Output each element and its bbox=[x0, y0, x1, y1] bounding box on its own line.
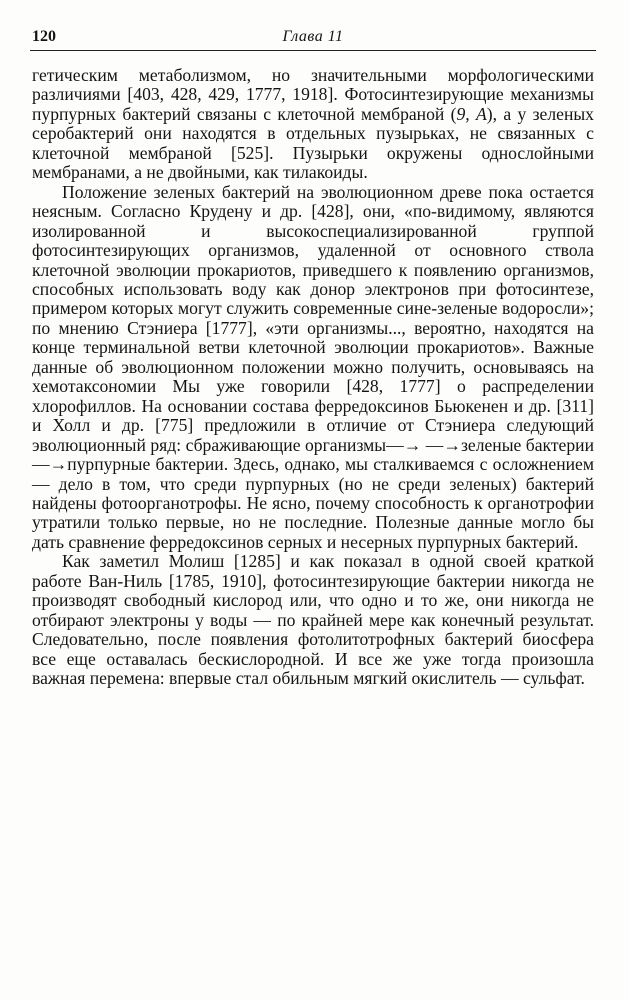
paragraph: Положение зеленых бактерий на эволюционном древе пока остается неясным. Согласно Крудену и др. [428], они, «по-видимому, являются изолированной и высокоспециализированной группой фотосинтезирующих организмов, удаленной от основного ствола клеточной эволюции прокариотов, приведшего к появлению организмов, способных использовать воду как донор электронов при фотосинтезе, примером которых могут служить современные сине-зеленые водоросли»; по мнению Стэниера [1777], «эти организмы..., вероятно, находятся на конце терминальной ветви клеточной эволюции прокариотов». Важные данные об эволюционном положении можно получить, основываясь на хемотаксономии Мы уже говорили [428, 1777] о распределении хлорофиллов. На основании состава ферредоксинов Бьюкенен и др. [311] и Холл и др. [775] предложили в отличие от Стэниера следующий эволюционный ряд: сбраживающие организмы—→ —→зеленые бактерии—→пурпурные бактерии. Здесь, однако, мы сталкиваемся с осложнением — дело в том, что среди пурпурных (но не среди зеленых) бактерий найдены фотоорганотрофы. Не ясно, почему способность к органотрофии утратили только первые, но не последние. Полезные данные могло бы дать сравнение ферредоксинов серных и несерных пурпурных бактерий. bbox=[32, 181, 594, 552]
paragraph-continuation bbox=[32, 66, 594, 183]
body-text bbox=[32, 66, 594, 689]
paragraph: Как заметил Молиш [1285] и как показал в одной своей краткой работе Ван-Ниль [1785, 1910], фотосинтезирующие бактерии никогда не производят свободный кислород или, что одно и то же, они никогда не отбирают электроны у воды — по крайней мере как конечный результат. Следовательно, после появления фотолитотрофных бактерий биосфера все еще оставалась бескислородной. И все же уже тогда произошла важная перемена: впервые стал обильным мягкий окислитель — сульфат. bbox=[32, 551, 594, 689]
figure-reference: 9, А bbox=[456, 103, 487, 124]
running-title: Глава 11 bbox=[282, 28, 344, 45]
page-number: 120 bbox=[32, 28, 56, 45]
paragraph-text: ), а у зеленых серобактерий они находятся в отдельных пузырьках, не связанных с клеточной мембраной [525]. Пузырьки окружены однослойными мембранами, а не двойными, как тилакоиды. bbox=[32, 103, 594, 183]
page-header bbox=[30, 26, 596, 50]
paragraph-text: гетическим метаболизмом, но значительными морфологическими различиями [403, 428, 429, 1777, 1918]. Фотосинтезирующие механизмы пурпурных бактерий связаны с клеточной мембраной ( bbox=[32, 65, 594, 124]
header-rule bbox=[30, 50, 596, 51]
